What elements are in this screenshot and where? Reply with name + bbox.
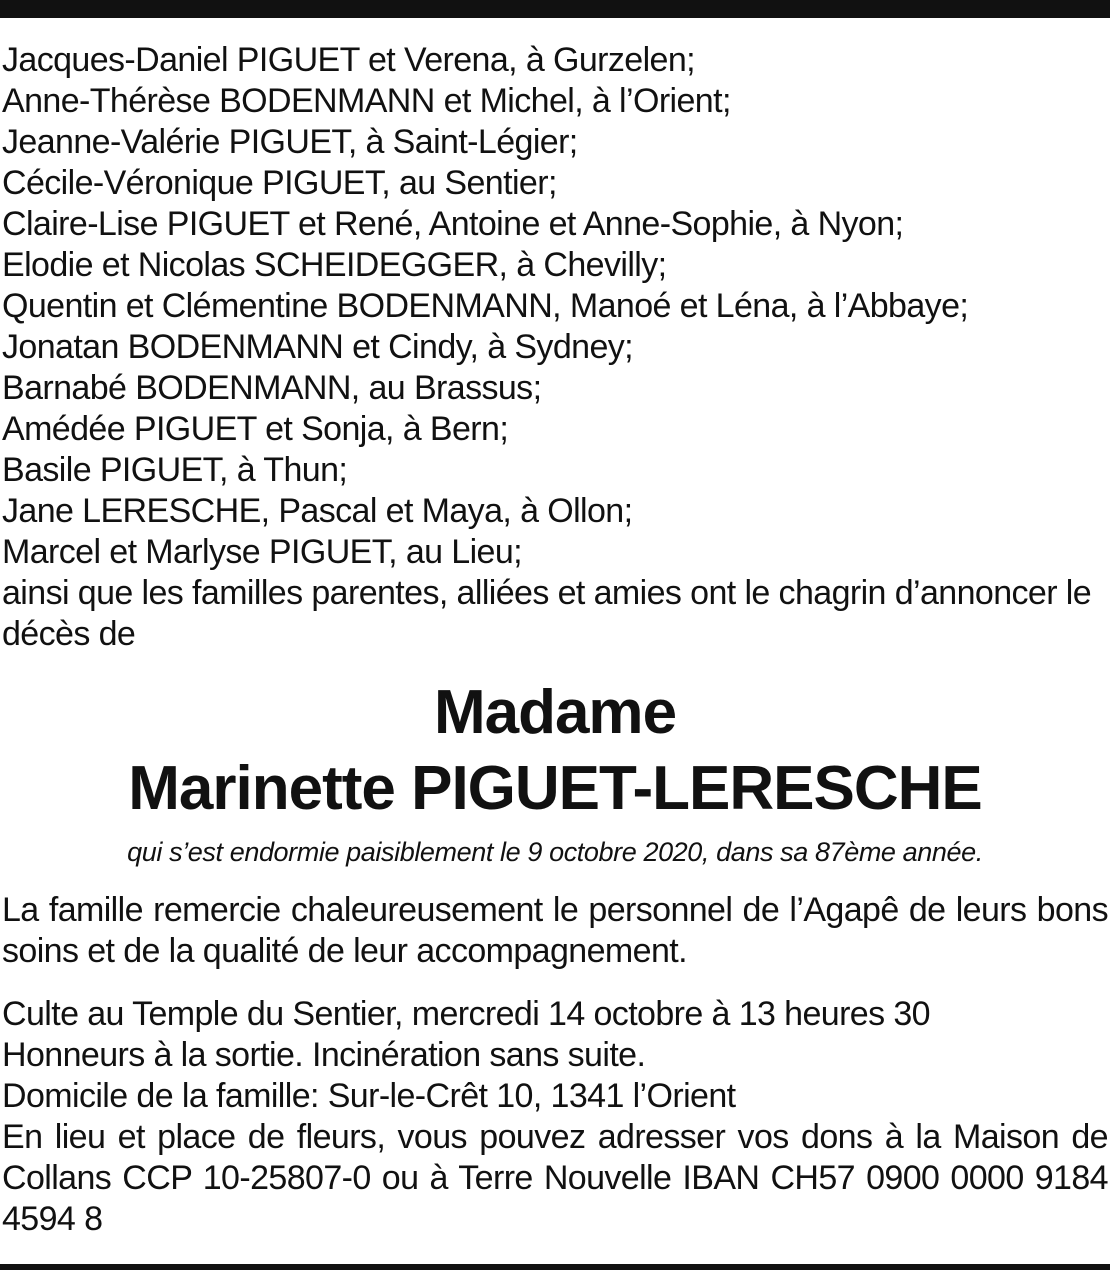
family-member: Claire-Lise PIGUET et René, Antoine et Anne-Sophie, à Nyon; [2, 205, 904, 243]
thanks-paragraph: La famille remercie chaleureusement le personnel de l’Agapê de leurs bons soins et de la qualité de leur accompagnement. [2, 891, 1108, 970]
family-member: Barnabé BODENMANN, au Brassus; [2, 369, 542, 407]
family-address: Domicile de la famille: Sur-le-Crêt 10, 1341 l’Orient [2, 1077, 736, 1115]
family-member: Basile PIGUET, à Thun; [2, 451, 348, 489]
deceased-name: Marinette PIGUET-LERESCHE [128, 754, 982, 823]
announcement-intro: ainsi que les familles parentes, alliées et amies ont le chagrin d’annoncer le décès de [2, 574, 1092, 653]
family-member: Cécile-Véronique PIGUET, au Sentier; [2, 164, 557, 202]
family-member: Marcel et Marlyse PIGUET, au Lieu; [2, 533, 523, 571]
family-member: Jacques-Daniel PIGUET et Verena, à Gurzelen; [2, 41, 696, 79]
family-member: Jane LERESCHE, Pascal et Maya, à Ollon; [2, 492, 633, 530]
donation-info: En lieu et place de fleurs, vous pouvez adresser vos dons à la Maison de Collans CCP 10-25807-0 ou à Terre Nouvelle IBAN CH57 0900 0000 9184 4594 8 [2, 1118, 1108, 1238]
service-info: Culte au Temple du Sentier, mercredi 14 octobre à 13 heures 30 [2, 995, 930, 1033]
family-member: Quentin et Clémentine BODENMANN, Manoé et Léna, à l’Abbaye; [2, 287, 969, 325]
deceased-name-block [2, 675, 1108, 827]
service-details [2, 994, 1108, 1240]
bottom-border [0, 1264, 1110, 1270]
family-member: Jeanne-Valérie PIGUET, à Saint-Légier; [2, 123, 578, 161]
family-member: Elodie et Nicolas SCHEIDEGGER, à Chevilly; [2, 246, 667, 284]
family-member: Amédée PIGUET et Sonja, à Bern; [2, 410, 509, 448]
deceased-title: Madame [433, 678, 677, 747]
obituary-notice [2, 40, 1108, 1240]
family-member: Jonatan BODENMANN et Cindy, à Sydney; [2, 328, 634, 366]
top-border [0, 0, 1110, 18]
family-member: Anne-Thérèse BODENMANN et Michel, à l’Orient; [2, 82, 731, 120]
family-list [2, 40, 1108, 573]
honours-info: Honneurs à la sortie. Incinération sans suite. [2, 1036, 646, 1074]
passing-note: qui s’est endormie paisiblement le 9 octobre 2020, dans sa 87ème année. [127, 837, 983, 867]
